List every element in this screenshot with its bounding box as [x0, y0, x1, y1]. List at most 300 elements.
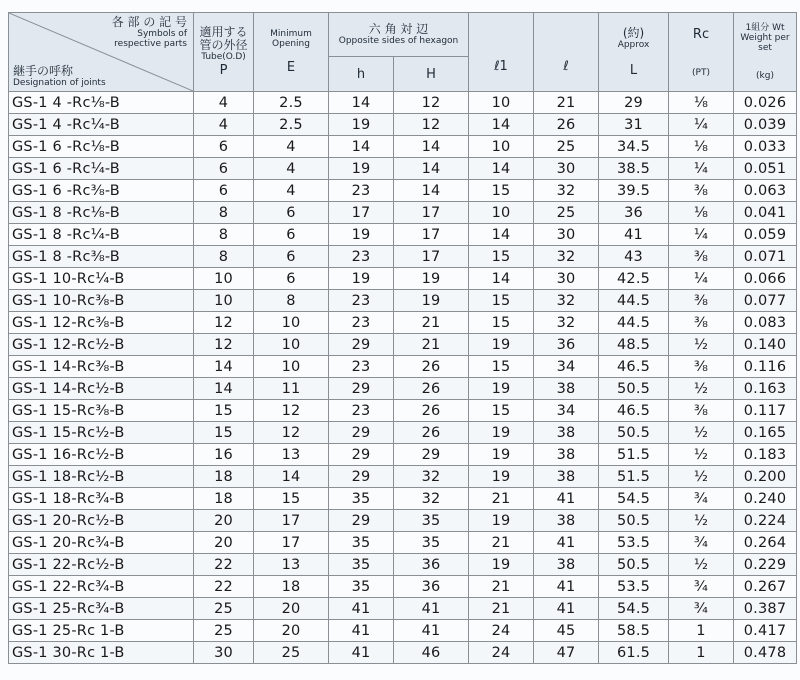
cell-name: GS-1 14-Rc⅜-B — [9, 356, 194, 378]
cell-l1: 19 — [469, 466, 534, 488]
header-L — [599, 13, 669, 92]
table-row — [9, 642, 797, 664]
cell-name: GS-1 20-Rc½-B — [9, 510, 194, 532]
cell-l1: 15 — [469, 180, 534, 202]
cell-p: 22 — [194, 576, 254, 598]
cell-l: 50.5 — [599, 510, 669, 532]
cell-l: 51.5 — [599, 444, 669, 466]
cell-wt: 0.264 — [734, 532, 797, 554]
cell-l1: 24 — [469, 620, 534, 642]
cell-rc: 1 — [669, 620, 734, 642]
cell-h: 12 — [394, 92, 469, 114]
corner-header-cell — [9, 13, 194, 92]
cell-l1: 19 — [469, 444, 534, 466]
cell-l1: 19 — [469, 510, 534, 532]
cell-l1: 19 — [469, 554, 534, 576]
cell-l: 29 — [599, 92, 669, 114]
cell-p: 15 — [194, 400, 254, 422]
cell-l1: 14 — [469, 268, 534, 290]
header-H-symbol: H — [426, 66, 436, 82]
cell-l: 36 — [599, 202, 669, 224]
cell-h: 14 — [329, 92, 394, 114]
cell-h: 35 — [394, 510, 469, 532]
cell-name: GS-1 8 -Rc¼-B — [9, 224, 194, 246]
cell-l1: 10 — [469, 136, 534, 158]
cell-l: 34.5 — [599, 136, 669, 158]
table-row — [9, 422, 797, 444]
cell-l: 38 — [534, 554, 599, 576]
cell-e: 25 — [254, 642, 329, 664]
cell-h: 14 — [329, 136, 394, 158]
cell-l: 38 — [534, 510, 599, 532]
cell-e: 10 — [254, 356, 329, 378]
cell-l1: 19 — [469, 422, 534, 444]
cell-wt: 0.039 — [734, 114, 797, 136]
table-row — [9, 598, 797, 620]
cell-l: 54.5 — [599, 598, 669, 620]
cell-l: 36 — [534, 334, 599, 356]
cell-h: 36 — [394, 576, 469, 598]
cell-wt: 0.077 — [734, 290, 797, 312]
table-row — [9, 378, 797, 400]
cell-l1: 15 — [469, 356, 534, 378]
cell-h: 41 — [394, 620, 469, 642]
cell-e: 4 — [254, 136, 329, 158]
cell-name: GS-1 6 -Rc¼-B — [9, 158, 194, 180]
corner-bottom-en: Designation of joints — [13, 78, 106, 88]
cell-name: GS-1 8 -Rc⅜-B — [9, 246, 194, 268]
cell-l: 31 — [599, 114, 669, 136]
cell-wt: 0.051 — [734, 158, 797, 180]
cell-h: 29 — [329, 378, 394, 400]
cell-l1: 15 — [469, 400, 534, 422]
cell-h: 23 — [329, 400, 394, 422]
cell-wt: 0.165 — [734, 422, 797, 444]
header-l1-symbol: ℓ1 — [494, 59, 508, 74]
header-hex-en: Opposite sides of hexagon — [338, 35, 459, 46]
cell-p: 12 — [194, 312, 254, 334]
table-body — [9, 92, 797, 664]
header-L-symbol: L — [629, 62, 638, 78]
cell-p: 6 — [194, 180, 254, 202]
cell-wt: 0.140 — [734, 334, 797, 356]
table-row — [9, 620, 797, 642]
cell-l: 21 — [534, 92, 599, 114]
corner-top-jp: 各 部 の 記 号 — [111, 15, 187, 29]
table-row — [9, 444, 797, 466]
header-wt-jp: 1組分 Wt — [745, 23, 785, 33]
cell-h: 35 — [394, 532, 469, 554]
cell-p: 8 — [194, 246, 254, 268]
cell-l1: 14 — [469, 224, 534, 246]
header-p-jp-1: 適用する — [199, 25, 248, 39]
cell-l: 32 — [534, 312, 599, 334]
cell-p: 20 — [194, 532, 254, 554]
cell-e: 20 — [254, 620, 329, 642]
header-p — [194, 13, 254, 92]
cell-l: 44.5 — [599, 312, 669, 334]
cell-l: 46.5 — [599, 356, 669, 378]
cell-l1: 10 — [469, 202, 534, 224]
cell-name: GS-1 12-Rc½-B — [9, 334, 194, 356]
cell-l: 41 — [534, 488, 599, 510]
cell-rc: ¼ — [669, 224, 734, 246]
header-rc-symbol: (PT) — [692, 68, 710, 78]
cell-p: 30 — [194, 642, 254, 664]
cell-rc: ½ — [669, 510, 734, 532]
header-wt-symbol: (kg) — [756, 71, 774, 81]
cell-h: 29 — [329, 422, 394, 444]
cell-rc: ⅛ — [669, 92, 734, 114]
cell-name: GS-1 22-Rc¾-B — [9, 576, 194, 598]
cell-l: 41 — [534, 598, 599, 620]
cell-name: GS-1 10-Rc⅜-B — [9, 290, 194, 312]
cell-rc: ¾ — [669, 598, 734, 620]
cell-h: 41 — [329, 620, 394, 642]
header-H — [394, 56, 469, 91]
cell-e: 12 — [254, 422, 329, 444]
cell-rc: ¾ — [669, 488, 734, 510]
cell-p: 12 — [194, 334, 254, 356]
cell-p: 6 — [194, 158, 254, 180]
cell-p: 14 — [194, 378, 254, 400]
header-p-symbol: P — [219, 63, 228, 78]
table-row — [9, 576, 797, 598]
cell-l1: 21 — [469, 488, 534, 510]
cell-l1: 15 — [469, 312, 534, 334]
cell-name: GS-1 4 -Rc⅛-B — [9, 92, 194, 114]
cell-rc: ⅜ — [669, 290, 734, 312]
cell-l: 53.5 — [599, 576, 669, 598]
header-e-symbol: E — [286, 60, 296, 75]
corner-symbols-label — [112, 16, 187, 49]
cell-h: 26 — [394, 400, 469, 422]
cell-l: 38 — [534, 378, 599, 400]
cell-wt: 0.224 — [734, 510, 797, 532]
cell-p: 22 — [194, 554, 254, 576]
cell-h: 32 — [394, 488, 469, 510]
cell-l: 38 — [534, 444, 599, 466]
cell-h: 23 — [329, 246, 394, 268]
cell-h: 23 — [329, 290, 394, 312]
cell-wt: 0.066 — [734, 268, 797, 290]
cell-e: 17 — [254, 510, 329, 532]
header-l1 — [469, 13, 534, 92]
cell-wt: 0.478 — [734, 642, 797, 664]
cell-rc: ¼ — [669, 114, 734, 136]
cell-l: 34 — [534, 356, 599, 378]
corner-bottom-jp: 継手の呼称 — [13, 64, 74, 78]
cell-l: 48.5 — [599, 334, 669, 356]
cell-e: 10 — [254, 334, 329, 356]
cell-wt: 0.183 — [734, 444, 797, 466]
table-row — [9, 224, 797, 246]
cell-h: 19 — [329, 268, 394, 290]
cell-rc: ⅜ — [669, 312, 734, 334]
cell-l1: 24 — [469, 642, 534, 664]
cell-e: 15 — [254, 488, 329, 510]
cell-rc: ⅜ — [669, 246, 734, 268]
cell-h: 23 — [329, 356, 394, 378]
cell-wt: 0.083 — [734, 312, 797, 334]
cell-rc: ⅜ — [669, 400, 734, 422]
table-row — [9, 334, 797, 356]
cell-e: 20 — [254, 598, 329, 620]
cell-rc: ⅛ — [669, 136, 734, 158]
cell-e: 17 — [254, 532, 329, 554]
cell-wt: 0.387 — [734, 598, 797, 620]
cell-wt: 0.059 — [734, 224, 797, 246]
cell-h: 26 — [394, 356, 469, 378]
header-wt-en: Weight per set — [740, 33, 790, 53]
cell-e: 4 — [254, 158, 329, 180]
cell-h: 19 — [394, 290, 469, 312]
cell-l1: 21 — [469, 576, 534, 598]
cell-h: 23 — [329, 180, 394, 202]
cell-e: 8 — [254, 290, 329, 312]
cell-l1: 19 — [469, 378, 534, 400]
cell-l: 50.5 — [599, 378, 669, 400]
cell-l: 32 — [534, 290, 599, 312]
cell-e: 12 — [254, 400, 329, 422]
cell-h: 32 — [394, 466, 469, 488]
cell-name: GS-1 10-Rc¼-B — [9, 268, 194, 290]
cell-p: 10 — [194, 268, 254, 290]
cell-h: 19 — [394, 268, 469, 290]
table-row — [9, 180, 797, 202]
cell-h: 19 — [329, 158, 394, 180]
cell-l: 38 — [534, 422, 599, 444]
cell-p: 20 — [194, 510, 254, 532]
cell-h: 17 — [394, 246, 469, 268]
cell-wt: 0.240 — [734, 488, 797, 510]
cell-rc: ⅛ — [669, 202, 734, 224]
cell-l: 41 — [534, 532, 599, 554]
cell-h: 17 — [394, 224, 469, 246]
dimension-table — [8, 12, 797, 664]
table-row — [9, 488, 797, 510]
cell-h: 19 — [329, 114, 394, 136]
cell-h: 35 — [329, 488, 394, 510]
cell-h: 26 — [394, 378, 469, 400]
cell-name: GS-1 25-Rc 1-B — [9, 620, 194, 642]
cell-e: 18 — [254, 576, 329, 598]
corner-top-en-2: respective parts — [114, 39, 187, 49]
cell-l1: 15 — [469, 246, 534, 268]
cell-h: 35 — [329, 554, 394, 576]
cell-e: 2.5 — [254, 114, 329, 136]
header-e-en-2: Opening — [272, 39, 310, 49]
corner-designation-label — [13, 65, 106, 88]
cell-p: 15 — [194, 422, 254, 444]
cell-p: 18 — [194, 488, 254, 510]
header-h — [329, 56, 394, 91]
cell-l: 38 — [534, 466, 599, 488]
cell-rc: ½ — [669, 466, 734, 488]
cell-l1: 21 — [469, 598, 534, 620]
cell-p: 4 — [194, 114, 254, 136]
cell-l: 47 — [534, 642, 599, 664]
table-row — [9, 246, 797, 268]
cell-h: 41 — [329, 642, 394, 664]
cell-h: 29 — [394, 444, 469, 466]
cell-h: 21 — [394, 312, 469, 334]
header-wt — [734, 13, 797, 92]
cell-name: GS-1 14-Rc½-B — [9, 378, 194, 400]
header-hex-jp: 六 角 対 辺 — [368, 21, 429, 36]
cell-h: 41 — [329, 598, 394, 620]
cell-l: 53.5 — [599, 532, 669, 554]
cell-l: 26 — [534, 114, 599, 136]
cell-e: 6 — [254, 202, 329, 224]
cell-h: 29 — [329, 466, 394, 488]
cell-p: 14 — [194, 356, 254, 378]
cell-h: 17 — [394, 202, 469, 224]
cell-h: 12 — [394, 114, 469, 136]
cell-rc: ¼ — [669, 268, 734, 290]
cell-p: 10 — [194, 290, 254, 312]
cell-p: 6 — [194, 136, 254, 158]
cell-e: 6 — [254, 224, 329, 246]
cell-l: 30 — [534, 268, 599, 290]
table-row — [9, 312, 797, 334]
table-row — [9, 158, 797, 180]
header-hexagon — [329, 13, 469, 57]
table-row — [9, 92, 797, 114]
cell-h: 23 — [329, 312, 394, 334]
header-row-top — [9, 13, 797, 57]
cell-h: 17 — [329, 202, 394, 224]
cell-l1: 19 — [469, 334, 534, 356]
cell-wt: 0.026 — [734, 92, 797, 114]
cell-e: 11 — [254, 378, 329, 400]
cell-l: 44.5 — [599, 290, 669, 312]
cell-name: GS-1 15-Rc½-B — [9, 422, 194, 444]
cell-rc: ½ — [669, 334, 734, 356]
cell-l: 41 — [534, 576, 599, 598]
cell-rc: 1 — [669, 642, 734, 664]
header-p-en: Tube(O.D) — [201, 52, 246, 62]
cell-l1: 10 — [469, 92, 534, 114]
cell-name: GS-1 25-Rc¾-B — [9, 598, 194, 620]
cell-rc: ¼ — [669, 158, 734, 180]
cell-l: 39.5 — [599, 180, 669, 202]
cell-l: 61.5 — [599, 642, 669, 664]
table-row — [9, 510, 797, 532]
cell-e: 4 — [254, 180, 329, 202]
cell-wt: 0.229 — [734, 554, 797, 576]
cell-rc: ¾ — [669, 576, 734, 598]
table-row — [9, 466, 797, 488]
table-row — [9, 356, 797, 378]
cell-l1: 14 — [469, 158, 534, 180]
cell-rc: ½ — [669, 554, 734, 576]
header-h-symbol: h — [356, 66, 366, 82]
cell-p: 25 — [194, 598, 254, 620]
cell-h: 14 — [394, 180, 469, 202]
cell-name: GS-1 16-Rc½-B — [9, 444, 194, 466]
cell-l: 46.5 — [599, 400, 669, 422]
cell-wt: 0.200 — [734, 466, 797, 488]
cell-rc: ⅜ — [669, 180, 734, 202]
cell-wt: 0.417 — [734, 620, 797, 642]
cell-h: 19 — [329, 224, 394, 246]
corner-top-en-1: Symbols of — [137, 29, 187, 39]
cell-h: 36 — [394, 554, 469, 576]
cell-rc: ½ — [669, 422, 734, 444]
cell-name: GS-1 12-Rc⅜-B — [9, 312, 194, 334]
cell-l: 42.5 — [599, 268, 669, 290]
cell-wt: 0.041 — [734, 202, 797, 224]
cell-rc: ½ — [669, 378, 734, 400]
cell-l: 25 — [534, 136, 599, 158]
cell-wt: 0.163 — [734, 378, 797, 400]
cell-l: 25 — [534, 202, 599, 224]
cell-e: 14 — [254, 466, 329, 488]
cell-wt: 0.063 — [734, 180, 797, 202]
cell-p: 4 — [194, 92, 254, 114]
cell-h: 14 — [394, 158, 469, 180]
cell-l: 43 — [599, 246, 669, 268]
cell-name: GS-1 22-Rc½-B — [9, 554, 194, 576]
cell-p: 18 — [194, 466, 254, 488]
cell-h: 21 — [394, 334, 469, 356]
cell-name: GS-1 4 -Rc¼-B — [9, 114, 194, 136]
table-row — [9, 268, 797, 290]
cell-h: 41 — [394, 598, 469, 620]
cell-name: GS-1 6 -Rc⅜-B — [9, 180, 194, 202]
cell-e: 10 — [254, 312, 329, 334]
cell-h: 14 — [394, 136, 469, 158]
table-row — [9, 400, 797, 422]
cell-name: GS-1 18-Rc¾-B — [9, 488, 194, 510]
cell-l: 54.5 — [599, 488, 669, 510]
cell-l: 30 — [534, 224, 599, 246]
cell-name: GS-1 15-Rc⅜-B — [9, 400, 194, 422]
cell-wt: 0.117 — [734, 400, 797, 422]
cell-name: GS-1 6 -Rc⅛-B — [9, 136, 194, 158]
cell-l: 32 — [534, 180, 599, 202]
cell-h: 29 — [329, 444, 394, 466]
cell-l1: 15 — [469, 290, 534, 312]
cell-rc: ⅜ — [669, 356, 734, 378]
cell-p: 16 — [194, 444, 254, 466]
cell-l: 50.5 — [599, 422, 669, 444]
cell-wt: 0.071 — [734, 246, 797, 268]
cell-p: 25 — [194, 620, 254, 642]
cell-h: 26 — [394, 422, 469, 444]
cell-e: 6 — [254, 268, 329, 290]
cell-h: 29 — [329, 334, 394, 356]
cell-e: 2.5 — [254, 92, 329, 114]
cell-rc: ½ — [669, 444, 734, 466]
cell-l: 38.5 — [599, 158, 669, 180]
table-row — [9, 290, 797, 312]
table-row — [9, 202, 797, 224]
cell-rc: ¾ — [669, 532, 734, 554]
header-e-en-1: Minimum — [270, 29, 312, 39]
header-L-en: Approx — [617, 39, 650, 50]
cell-name: GS-1 18-Rc½-B — [9, 466, 194, 488]
table-row — [9, 554, 797, 576]
header-l — [534, 13, 599, 92]
cell-wt: 0.116 — [734, 356, 797, 378]
cell-h: 35 — [329, 532, 394, 554]
cell-l: 51.5 — [599, 466, 669, 488]
cell-l: 32 — [534, 246, 599, 268]
cell-l: 58.5 — [599, 620, 669, 642]
cell-h: 46 — [394, 642, 469, 664]
